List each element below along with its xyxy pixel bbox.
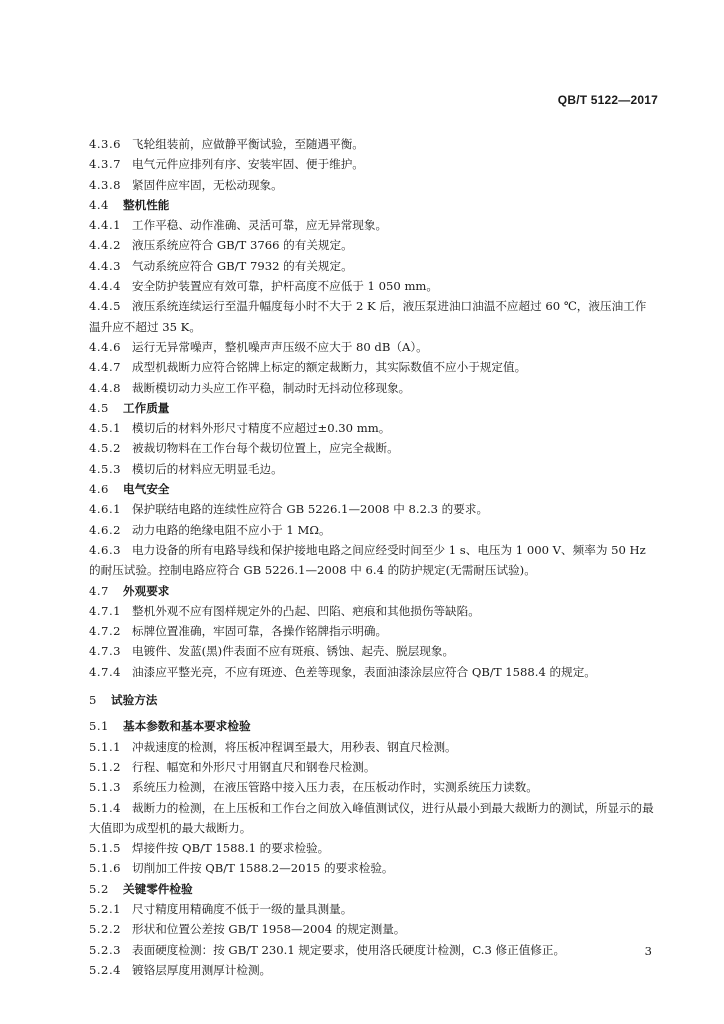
- clause: 4.6.2 动力电路的绝缘电阻不应小于 1 MΩ。: [89, 522, 331, 537]
- chapter-heading: 5 试验方法: [89, 693, 158, 708]
- clause: 4.7.3 电镀件、发蓝(黑)件表面不应有斑痕、锈蚀、起壳、脱层现象。: [89, 644, 455, 659]
- section-heading: 4.7 外观要求: [89, 583, 170, 598]
- standard-code: QB/T 5122—2017: [557, 93, 658, 107]
- section-heading: 4.4 整机性能: [89, 197, 170, 212]
- clause: 5.1.4 裁断力的检测，在上压板和工作台之间放入峰值测试仪，进行从最小到最大裁断力的测试，所显示的最大值即为成型机的最大裁断力。: [89, 800, 654, 835]
- clause: 4.5.1 模切后的材料外形尺寸精度不应超过±0.30 mm。: [89, 421, 391, 436]
- clause: 4.5.2 被裁切物料在工作台每个裁切位置上，应完全裁断。: [89, 441, 399, 456]
- clause: 5.1.6 切削加工件按 QB/T 1588.2—2015 的要求检验。: [89, 861, 394, 876]
- clause: 4.7.2 标牌位置准确，牢固可靠，各操作铭牌指示明确。: [89, 624, 388, 639]
- clause: 4.3.8 紧固件应牢固，无松动现象。: [89, 177, 283, 192]
- clause: 5.2.3 表面硬度检测：按 GB/T 230.1 规定要求，使用洛氏硬度计检测，C.3 修正值修正。: [89, 942, 566, 957]
- clause: 4.4.8 裁断模切动力头应工作平稳，制动时无抖动位移现象。: [89, 380, 411, 395]
- clause: 5.1.5 焊接件按 QB/T 1588.1 的要求检验。: [89, 841, 330, 856]
- clause: 5.1.1 冲裁速度的检测，将压板冲程调至最大，用秒表、钢直尺检测。: [89, 739, 457, 754]
- clause: 5.2.4 镀铬层厚度用测厚计检测。: [89, 962, 272, 977]
- clause: 5.1.2 行程、幅宽和外形尺寸用钢直尺和钢卷尺检测。: [89, 759, 376, 774]
- clause: 5.1.3 系统压力检测，在液压管路中接入压力表，在压板动作时，实测系统压力读数。: [89, 780, 538, 795]
- clause: 4.5.3 模切后的材料应无明显毛边。: [89, 461, 283, 476]
- section-heading: 5.1 基本参数和基本要求检验: [89, 719, 251, 734]
- document-body: [89, 134, 656, 980]
- clause: 4.7.1 整机外观不应有图样规定外的凸起、凹陷、疤痕和其他损伤等缺陷。: [89, 603, 480, 618]
- clause: 4.4.6 运行无异常噪声，整机噪声声压级不应大于 80 dB（A）。: [89, 339, 428, 354]
- clause: 4.4.5 液压系统连续运行至温升幅度每小时不大于 2 K 后，液压泵进油口油温不应超过 60 ℃，液压油工作温升应不超过 35 K。: [89, 299, 647, 334]
- clause: 5.2.2 形状和位置公差按 GB/T 1958—2004 的规定测量。: [89, 922, 406, 937]
- clause: 4.4.3 气动系统应符合 GB/T 7932 的有关规定。: [89, 258, 353, 273]
- section-heading: 4.6 电气安全: [89, 482, 170, 497]
- clause: 4.7.4 油漆应平整光亮，不应有斑迹、色差等现象，表面油漆涂层应符合 QB/T 1588.4 的规定。: [89, 664, 596, 679]
- clause: 4.6.3 电力设备的所有电路导线和保护接地电路之间应经受时间至少 1 s、电压为 1 000 V、频率为 50 Hz 的耐压试验。控制电路应符合 GB 5226.1—2008 中 6.4 的防护规定(无需耐压试验)。: [89, 542, 646, 578]
- clause: 4.4.7 成型机裁断力应符合铭牌上标定的额定裁断力，其实际数值不应小于规定值。: [89, 360, 527, 375]
- clause: 4.4.2 液压系统应符合 GB/T 3766 的有关规定。: [89, 238, 353, 253]
- clause: 4.4.4 安全防护装置应有效可靠，护杆高度不应低于 1 050 mm。: [89, 279, 439, 294]
- clause: 5.2.1 尺寸精度用精确度不低于一级的量具测量。: [89, 901, 353, 916]
- page-number: 3: [644, 944, 652, 958]
- clause: 4.4.1 工作平稳、动作准确、灵活可靠，应无异常现象。: [89, 218, 388, 233]
- clause: 4.3.7 电气元件应排列有序、安装牢固、便于维护。: [89, 157, 364, 172]
- clause: 4.3.6 飞轮组装前，应做静平衡试验，至随遇平衡。: [89, 137, 364, 151]
- clause: 4.6.1 保护联结电路的连续性应符合 GB 5226.1—2008 中 8.2.3 的要求。: [89, 502, 489, 517]
- section-heading: 5.2 关键零件检验: [89, 881, 193, 896]
- section-heading: 4.5 工作质量: [89, 400, 170, 415]
